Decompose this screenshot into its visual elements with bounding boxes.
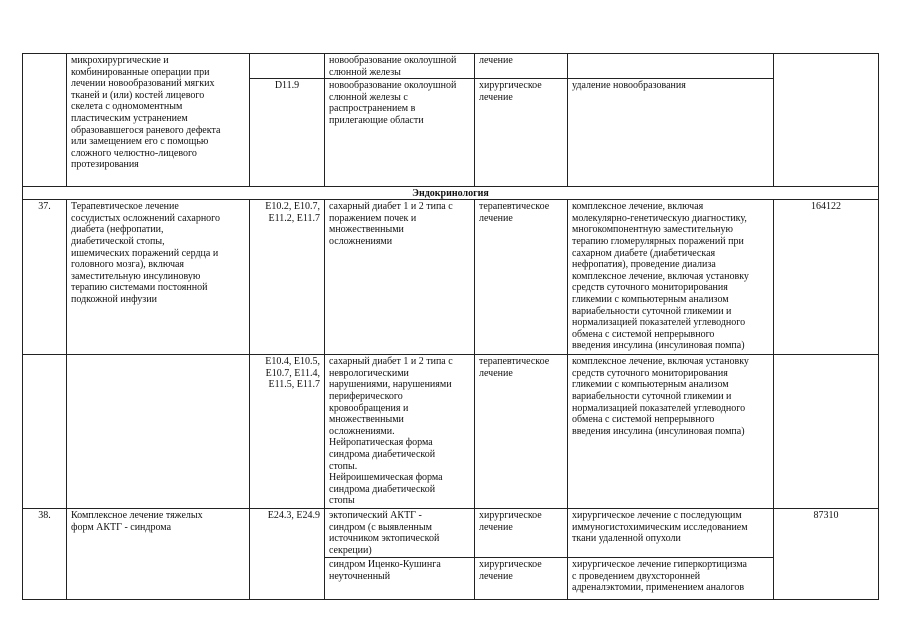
text-line: терапию системами постоянной <box>71 282 208 294</box>
text-line: синдром Иценко-Кушинга <box>329 559 441 571</box>
table-row <box>23 355 879 509</box>
text-line: распространением в <box>329 103 416 115</box>
text-line: удаление новообразования <box>572 80 686 92</box>
treatment-method-cell <box>568 54 774 79</box>
text-line: вариабельности суточной гликемии и <box>572 305 732 317</box>
text-line: хирургическое лечение с последующим <box>572 510 742 522</box>
text-line: сахарный диабет 1 и 2 типа с <box>329 201 453 213</box>
text-line: лечение <box>479 55 513 66</box>
text-line: поражением почек и <box>329 212 417 224</box>
method-cell <box>67 200 250 355</box>
treatment-method-cell <box>568 558 774 600</box>
text-line: средств суточного мониторирования <box>572 367 728 379</box>
text-line: комплексное лечение, включая установку <box>572 270 749 282</box>
patient-model-cell <box>325 54 475 79</box>
text-line: множественными <box>329 414 404 426</box>
text-line: головного мозга), включая <box>71 259 185 271</box>
text-line: комплексное лечение, включая <box>572 201 704 213</box>
text-line: хирургическое <box>479 80 542 92</box>
text-line: гликемии с компьютерным анализом <box>572 379 729 391</box>
text-line: стопы. <box>329 460 358 472</box>
treatment-method-cell <box>568 355 774 509</box>
price-cell <box>774 54 879 187</box>
text-line: протезирования <box>71 159 139 171</box>
text-line: образовавшегося раневого дефекта <box>71 124 221 136</box>
text-line: заместительную инсулиновую <box>71 270 201 282</box>
patient-model-cell <box>325 355 475 509</box>
text-line: источником эктопической <box>329 533 440 545</box>
text-line: комбинированные операции при <box>71 66 210 78</box>
text-line: синдрома диабетической <box>329 483 436 495</box>
treatment-method-cell <box>568 79 774 187</box>
row-number-cell <box>23 355 67 509</box>
price-cell <box>774 355 879 509</box>
text-line: множественными <box>329 224 404 236</box>
table-row <box>23 54 879 79</box>
patient-model-cell <box>325 200 475 355</box>
code-cell <box>250 355 325 509</box>
text-line: тканей и (или) костей лицевого <box>71 89 205 101</box>
treatment-type-cell <box>475 200 568 355</box>
text-line: лечение <box>479 367 513 379</box>
patient-model-cell <box>325 79 475 187</box>
treatment-type-cell <box>475 355 568 509</box>
text-line: или замещением его с помощью <box>71 136 209 148</box>
table-row <box>23 200 879 355</box>
text-line: средств суточного мониторирования <box>572 282 728 294</box>
code-cell <box>250 200 325 355</box>
text-line: осложнениями <box>329 235 393 247</box>
text-line: лечение <box>479 212 513 224</box>
text-line: хирургическое <box>479 510 542 522</box>
text-line: новообразование околоушной <box>329 55 457 66</box>
code-cell <box>250 54 325 79</box>
text-line: нормализацией показателей углеводного <box>572 317 746 329</box>
text-line: диабетической стопы, <box>71 235 165 247</box>
text-line: прилегающие области <box>329 114 424 126</box>
row-number-cell: 37. <box>23 200 67 355</box>
text-line: E10.7, E11.4, <box>265 367 320 379</box>
text-line: скелета с одномоментным <box>71 101 183 113</box>
text-line: слюнной железы <box>329 66 401 78</box>
text-line: синдром (с выявленным <box>329 521 432 533</box>
text-line: пластическим устранением <box>71 112 188 124</box>
method-cell <box>67 54 250 187</box>
text-line: секреции) <box>329 544 372 556</box>
text-line: с проведением двухсторонней <box>572 570 701 582</box>
text-line: нарушениями, нарушениями <box>329 379 452 391</box>
text-line: терапевтическое <box>479 201 550 213</box>
text-line: введения инсулина (инсулиновая помпа) <box>572 425 745 437</box>
text-line: E11.2, E11.7 <box>268 212 320 224</box>
treatment-method-cell <box>568 509 774 558</box>
section-title: Эндокринология <box>23 187 879 200</box>
treatment-type-cell <box>475 79 568 187</box>
text-line: лечении новообразований мягких <box>71 78 215 90</box>
patient-model-cell <box>325 558 475 600</box>
treatment-type-cell <box>475 509 568 558</box>
treatment-type-cell <box>475 54 568 79</box>
text-line: E11.5, E11.7 <box>268 379 320 391</box>
text-line: эктопический АКТГ - <box>329 510 422 522</box>
text-line: сахарный диабет 1 и 2 типа с <box>329 356 453 368</box>
text-line: терапевтическое <box>479 356 550 368</box>
text-line: E10.4, E10.5, <box>265 356 320 368</box>
text-line: Нейропатическая форма <box>329 437 433 449</box>
text-line: неврологическими <box>329 367 409 379</box>
treatment-type-cell <box>475 558 568 600</box>
price-cell: 87310 <box>774 509 879 600</box>
text-line: иммуногистохимическим исследованием <box>572 521 748 533</box>
text-line: ишемических поражений сердца и <box>71 247 219 259</box>
text-line: сложного челюстно-лицевого <box>71 147 197 159</box>
text-line: адреналэктомии, применением аналогов <box>572 582 745 594</box>
method-cell <box>67 509 250 600</box>
text-line: подкожной инфузии <box>71 293 157 305</box>
text-line: лечение <box>479 570 513 582</box>
row-number-cell: 38. <box>23 509 67 600</box>
text-line: введения инсулина (инсулиновая помпа) <box>572 340 745 352</box>
text-line: неуточненный <box>329 570 391 582</box>
table-row <box>23 509 879 558</box>
text-line: нефропатия), проведение диализа <box>572 259 716 271</box>
text-line: Нейроишемическая форма <box>329 472 443 484</box>
code-cell: E24.3, E24.9 <box>250 509 325 600</box>
patient-model-cell <box>325 509 475 558</box>
code-cell: D11.9 <box>250 79 325 187</box>
text-line: гликемии с компьютерным анализом <box>572 293 729 305</box>
text-line: кровообращения и <box>329 402 409 414</box>
text-line: комплексное лечение, включая установку <box>572 356 749 368</box>
text-line: Терапевтическое лечение <box>71 201 179 213</box>
text-line: многокомпонентную заместительную <box>572 224 733 236</box>
text-line: обмена с системой непрерывного <box>572 328 715 340</box>
text-line: лечение <box>479 521 513 533</box>
text-line: хирургическое <box>479 559 542 571</box>
text-line: ткани удаленной опухоли <box>572 533 681 545</box>
text-line: молекулярно-генетическую диагностику, <box>572 212 747 224</box>
text-line: нормализацией показателей углеводного <box>572 402 746 414</box>
method-cell <box>67 355 250 509</box>
text-line: осложнениями. <box>329 425 395 437</box>
text-line: Комплексное лечение тяжелых <box>71 510 203 522</box>
row-number-cell <box>23 54 67 187</box>
text-line: синдрома диабетической <box>329 448 436 460</box>
text-line: стопы <box>329 495 355 507</box>
text-line: обмена с системой непрерывного <box>572 414 715 426</box>
text-line: периферического <box>329 390 403 402</box>
text-line: сахарном диабете (диабетическая <box>572 247 716 259</box>
text-line: слюнной железы с <box>329 91 408 103</box>
text-line: сосудистых осложнений сахарного <box>71 212 221 224</box>
text-line: диабета (нефропатии, <box>71 224 164 236</box>
text-line: вариабельности суточной гликемии и <box>572 390 732 402</box>
text-line: E10.2, E10.7, <box>265 201 320 213</box>
price-cell: 164122 <box>774 200 879 355</box>
text-line: хирургическое лечение гиперкортицизма <box>572 559 747 571</box>
text-line: лечение <box>479 91 513 103</box>
text-line: микрохирургические и <box>71 55 169 66</box>
text-line: терапию гломерулярных поражений при <box>572 235 744 247</box>
medical-care-table <box>22 53 879 600</box>
text-line: форм АКТГ - синдрома <box>71 521 172 533</box>
section-row <box>23 187 879 200</box>
text-line: новообразование околоушной <box>329 80 457 92</box>
treatment-method-cell <box>568 200 774 355</box>
